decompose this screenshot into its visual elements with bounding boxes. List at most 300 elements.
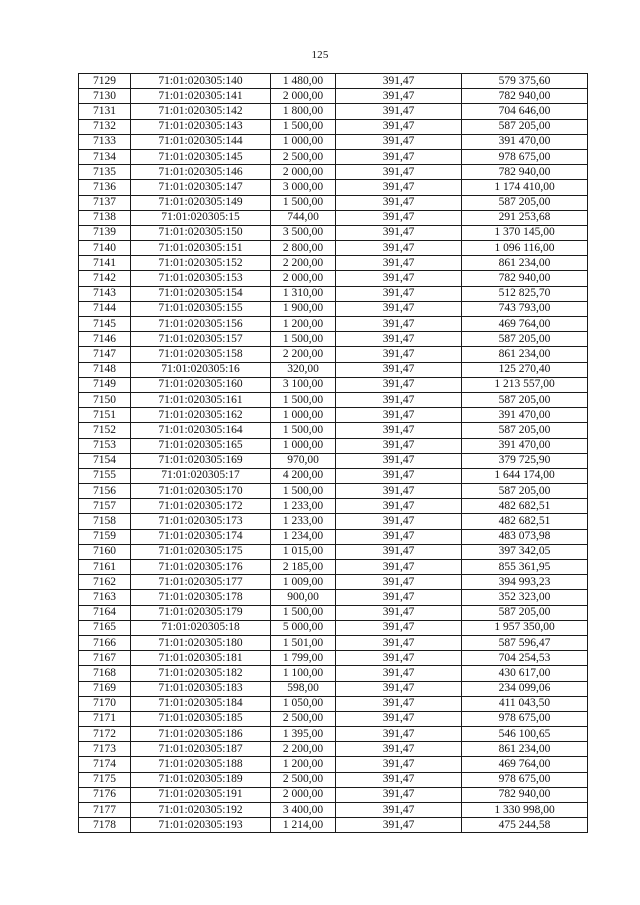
specific-value-cell: 391,47 [336, 499, 462, 514]
specific-value-cell: 391,47 [336, 544, 462, 559]
specific-value-cell: 391,47 [336, 286, 462, 301]
cadastral-number-cell: 71:01:020305:172 [131, 499, 271, 514]
table-row [79, 423, 588, 438]
row-number-cell: 7159 [79, 529, 131, 544]
area-cell: 1 501,00 [271, 635, 336, 650]
area-cell: 2 000,00 [271, 787, 336, 802]
cadastral-value-cell: 978 675,00 [462, 711, 588, 726]
row-number-cell: 7130 [79, 89, 131, 104]
area-cell: 2 500,00 [271, 149, 336, 164]
row-number-cell: 7167 [79, 651, 131, 666]
row-number-cell: 7166 [79, 635, 131, 650]
table-row [79, 727, 588, 742]
area-cell: 1 500,00 [271, 119, 336, 134]
row-number-cell: 7169 [79, 681, 131, 696]
specific-value-cell: 391,47 [336, 605, 462, 620]
table-row [79, 635, 588, 650]
area-cell: 2 800,00 [271, 241, 336, 256]
row-number-cell: 7161 [79, 560, 131, 575]
cadastral-value-cell: 394 993,23 [462, 575, 588, 590]
area-cell: 5 000,00 [271, 620, 336, 635]
cadastral-value-cell: 861 234,00 [462, 742, 588, 757]
cadastral-number-cell: 71:01:020305:158 [131, 347, 271, 362]
cadastral-value-cell: 391 470,00 [462, 438, 588, 453]
area-cell: 1 500,00 [271, 423, 336, 438]
area-cell: 1 480,00 [271, 74, 336, 89]
specific-value-cell: 391,47 [336, 134, 462, 149]
area-cell: 2 200,00 [271, 256, 336, 271]
area-cell: 1 233,00 [271, 499, 336, 514]
cadastral-number-cell: 71:01:020305:160 [131, 377, 271, 392]
table-row [79, 332, 588, 347]
area-cell: 1 100,00 [271, 666, 336, 681]
cadastral-value-table [78, 73, 588, 833]
cadastral-value-cell: 125 270,40 [462, 362, 588, 377]
cadastral-value-cell: 978 675,00 [462, 149, 588, 164]
table-row [79, 453, 588, 468]
area-cell: 1 200,00 [271, 317, 336, 332]
cadastral-number-cell: 71:01:020305:16 [131, 362, 271, 377]
row-number-cell: 7173 [79, 742, 131, 757]
area-cell: 1 900,00 [271, 301, 336, 316]
specific-value-cell: 391,47 [336, 438, 462, 453]
table-row [79, 362, 588, 377]
area-cell: 1 310,00 [271, 286, 336, 301]
table-row [79, 757, 588, 772]
area-cell: 3 500,00 [271, 225, 336, 240]
cadastral-number-cell: 71:01:020305:162 [131, 408, 271, 423]
table-row [79, 256, 588, 271]
row-number-cell: 7163 [79, 590, 131, 605]
table-row [79, 210, 588, 225]
cadastral-value-cell: 1 957 350,00 [462, 620, 588, 635]
specific-value-cell: 391,47 [336, 484, 462, 499]
cadastral-value-cell: 234 099,06 [462, 681, 588, 696]
area-cell: 3 100,00 [271, 377, 336, 392]
table-row [79, 711, 588, 726]
table-row [79, 134, 588, 149]
row-number-cell: 7149 [79, 377, 131, 392]
row-number-cell: 7136 [79, 180, 131, 195]
row-number-cell: 7138 [79, 210, 131, 225]
cadastral-value-cell: 475 244,58 [462, 818, 588, 833]
table-row [79, 529, 588, 544]
specific-value-cell: 391,47 [336, 560, 462, 575]
specific-value-cell: 391,47 [336, 575, 462, 590]
table-row [79, 620, 588, 635]
row-number-cell: 7170 [79, 696, 131, 711]
cadastral-value-cell: 469 764,00 [462, 757, 588, 772]
specific-value-cell: 391,47 [336, 241, 462, 256]
specific-value-cell: 391,47 [336, 666, 462, 681]
area-cell: 1 200,00 [271, 757, 336, 772]
cadastral-number-cell: 71:01:020305:176 [131, 560, 271, 575]
row-number-cell: 7146 [79, 332, 131, 347]
table-row [79, 514, 588, 529]
row-number-cell: 7157 [79, 499, 131, 514]
cadastral-value-cell: 469 764,00 [462, 317, 588, 332]
table-row [79, 286, 588, 301]
area-cell: 2 200,00 [271, 347, 336, 362]
specific-value-cell: 391,47 [336, 332, 462, 347]
cadastral-number-cell: 71:01:020305:147 [131, 180, 271, 195]
table-row [79, 742, 588, 757]
area-cell: 2 500,00 [271, 711, 336, 726]
table-row [79, 89, 588, 104]
specific-value-cell: 391,47 [336, 301, 462, 316]
cadastral-number-cell: 71:01:020305:178 [131, 590, 271, 605]
row-number-cell: 7144 [79, 301, 131, 316]
table-row [79, 317, 588, 332]
specific-value-cell: 391,47 [336, 225, 462, 240]
specific-value-cell: 391,47 [336, 180, 462, 195]
cadastral-number-cell: 71:01:020305:18 [131, 620, 271, 635]
area-cell: 1 800,00 [271, 104, 336, 119]
row-number-cell: 7139 [79, 225, 131, 240]
table-row [79, 241, 588, 256]
cadastral-value-cell: 391 470,00 [462, 408, 588, 423]
area-cell: 1 500,00 [271, 484, 336, 499]
area-cell: 1 015,00 [271, 544, 336, 559]
specific-value-cell: 391,47 [336, 149, 462, 164]
table-row [79, 681, 588, 696]
specific-value-cell: 391,47 [336, 453, 462, 468]
row-number-cell: 7178 [79, 818, 131, 833]
area-cell: 2 185,00 [271, 560, 336, 575]
cadastral-value-cell: 743 793,00 [462, 301, 588, 316]
table-row [79, 408, 588, 423]
cadastral-number-cell: 71:01:020305:181 [131, 651, 271, 666]
cadastral-number-cell: 71:01:020305:164 [131, 423, 271, 438]
row-number-cell: 7153 [79, 438, 131, 453]
table-row [79, 651, 588, 666]
cadastral-number-cell: 71:01:020305:150 [131, 225, 271, 240]
table-row [79, 149, 588, 164]
cadastral-value-cell: 978 675,00 [462, 772, 588, 787]
cadastral-value-cell: 782 940,00 [462, 89, 588, 104]
specific-value-cell: 391,47 [336, 514, 462, 529]
area-cell: 1 500,00 [271, 605, 336, 620]
cadastral-value-cell: 782 940,00 [462, 787, 588, 802]
row-number-cell: 7142 [79, 271, 131, 286]
table-row [79, 772, 588, 787]
table-row [79, 803, 588, 818]
cadastral-value-cell: 352 323,00 [462, 590, 588, 605]
area-cell: 1 500,00 [271, 332, 336, 347]
table-row [79, 225, 588, 240]
row-number-cell: 7140 [79, 241, 131, 256]
cadastral-value-cell: 587 205,00 [462, 605, 588, 620]
cadastral-number-cell: 71:01:020305:182 [131, 666, 271, 681]
specific-value-cell: 391,47 [336, 818, 462, 833]
cadastral-number-cell: 71:01:020305:185 [131, 711, 271, 726]
cadastral-value-cell: 587 205,00 [462, 484, 588, 499]
cadastral-value-cell: 397 342,05 [462, 544, 588, 559]
row-number-cell: 7151 [79, 408, 131, 423]
row-number-cell: 7174 [79, 757, 131, 772]
specific-value-cell: 391,47 [336, 468, 462, 483]
cadastral-number-cell: 71:01:020305:175 [131, 544, 271, 559]
cadastral-number-cell: 71:01:020305:142 [131, 104, 271, 119]
area-cell: 1 233,00 [271, 514, 336, 529]
area-cell: 744,00 [271, 210, 336, 225]
cadastral-value-cell: 782 940,00 [462, 271, 588, 286]
row-number-cell: 7129 [79, 74, 131, 89]
area-cell: 1 395,00 [271, 727, 336, 742]
cadastral-value-cell: 546 100,65 [462, 727, 588, 742]
cadastral-number-cell: 71:01:020305:140 [131, 74, 271, 89]
table-row [79, 180, 588, 195]
cadastral-number-cell: 71:01:020305:153 [131, 271, 271, 286]
cadastral-value-cell: 704 646,00 [462, 104, 588, 119]
cadastral-value-cell: 1 174 410,00 [462, 180, 588, 195]
area-cell: 3 000,00 [271, 180, 336, 195]
specific-value-cell: 391,47 [336, 271, 462, 286]
cadastral-number-cell: 71:01:020305:157 [131, 332, 271, 347]
area-cell: 900,00 [271, 590, 336, 605]
cadastral-value-cell: 391 470,00 [462, 134, 588, 149]
table-row [79, 575, 588, 590]
table-row [79, 301, 588, 316]
table-row [79, 484, 588, 499]
table-row [79, 499, 588, 514]
row-number-cell: 7141 [79, 256, 131, 271]
specific-value-cell: 391,47 [336, 408, 462, 423]
cadastral-number-cell: 71:01:020305:161 [131, 392, 271, 407]
cadastral-number-cell: 71:01:020305:143 [131, 119, 271, 134]
cadastral-number-cell: 71:01:020305:145 [131, 149, 271, 164]
cadastral-number-cell: 71:01:020305:170 [131, 484, 271, 499]
specific-value-cell: 391,47 [336, 377, 462, 392]
table-row [79, 74, 588, 89]
cadastral-number-cell: 71:01:020305:174 [131, 529, 271, 544]
cadastral-value-cell: 587 205,00 [462, 195, 588, 210]
specific-value-cell: 391,47 [336, 590, 462, 605]
cadastral-number-cell: 71:01:020305:180 [131, 635, 271, 650]
cadastral-value-cell: 1 330 998,00 [462, 803, 588, 818]
table-row [79, 696, 588, 711]
row-number-cell: 7158 [79, 514, 131, 529]
specific-value-cell: 391,47 [336, 711, 462, 726]
row-number-cell: 7134 [79, 149, 131, 164]
area-cell: 1 000,00 [271, 134, 336, 149]
specific-value-cell: 391,47 [336, 74, 462, 89]
table-row [79, 605, 588, 620]
cadastral-value-cell: 861 234,00 [462, 347, 588, 362]
cadastral-number-cell: 71:01:020305:17 [131, 468, 271, 483]
cadastral-value-cell: 483 073,98 [462, 529, 588, 544]
specific-value-cell: 391,47 [336, 89, 462, 104]
table-row [79, 165, 588, 180]
specific-value-cell: 391,47 [336, 317, 462, 332]
specific-value-cell: 391,47 [336, 119, 462, 134]
area-cell: 1 009,00 [271, 575, 336, 590]
specific-value-cell: 391,47 [336, 423, 462, 438]
table-row [79, 560, 588, 575]
cadastral-number-cell: 71:01:020305:183 [131, 681, 271, 696]
cadastral-value-cell: 430 617,00 [462, 666, 588, 681]
area-cell: 3 400,00 [271, 803, 336, 818]
cadastral-value-cell: 587 596,47 [462, 635, 588, 650]
specific-value-cell: 391,47 [336, 165, 462, 180]
cadastral-number-cell: 71:01:020305:169 [131, 453, 271, 468]
row-number-cell: 7145 [79, 317, 131, 332]
cadastral-number-cell: 71:01:020305:186 [131, 727, 271, 742]
table-row [79, 438, 588, 453]
area-cell: 2 000,00 [271, 165, 336, 180]
row-number-cell: 7148 [79, 362, 131, 377]
cadastral-number-cell: 71:01:020305:152 [131, 256, 271, 271]
area-cell: 1 000,00 [271, 438, 336, 453]
area-cell: 1 000,00 [271, 408, 336, 423]
cadastral-value-cell: 587 205,00 [462, 332, 588, 347]
cadastral-number-cell: 71:01:020305:189 [131, 772, 271, 787]
cadastral-number-cell: 71:01:020305:173 [131, 514, 271, 529]
cadastral-value-cell: 1 213 557,00 [462, 377, 588, 392]
table-row [79, 468, 588, 483]
specific-value-cell: 391,47 [336, 742, 462, 757]
area-cell: 2 000,00 [271, 271, 336, 286]
area-cell: 1 214,00 [271, 818, 336, 833]
table-row [79, 195, 588, 210]
specific-value-cell: 391,47 [336, 362, 462, 377]
cadastral-value-cell: 587 205,00 [462, 392, 588, 407]
cadastral-number-cell: 71:01:020305:151 [131, 241, 271, 256]
cadastral-number-cell: 71:01:020305:15 [131, 210, 271, 225]
row-number-cell: 7154 [79, 453, 131, 468]
specific-value-cell: 391,47 [336, 210, 462, 225]
cadastral-number-cell: 71:01:020305:179 [131, 605, 271, 620]
specific-value-cell: 391,47 [336, 104, 462, 119]
row-number-cell: 7176 [79, 787, 131, 802]
specific-value-cell: 391,47 [336, 195, 462, 210]
cadastral-number-cell: 71:01:020305:146 [131, 165, 271, 180]
cadastral-value-cell: 482 682,51 [462, 514, 588, 529]
row-number-cell: 7143 [79, 286, 131, 301]
table-row [79, 818, 588, 833]
table-row [79, 392, 588, 407]
row-number-cell: 7171 [79, 711, 131, 726]
cadastral-value-cell: 482 682,51 [462, 499, 588, 514]
table-row [79, 544, 588, 559]
cadastral-value-cell: 512 825,70 [462, 286, 588, 301]
specific-value-cell: 391,47 [336, 696, 462, 711]
cadastral-value-cell: 704 254,53 [462, 651, 588, 666]
cadastral-value-cell: 1 644 174,00 [462, 468, 588, 483]
area-cell: 598,00 [271, 681, 336, 696]
cadastral-value-cell: 379 725,90 [462, 453, 588, 468]
cadastral-number-cell: 71:01:020305:165 [131, 438, 271, 453]
row-number-cell: 7133 [79, 134, 131, 149]
cadastral-number-cell: 71:01:020305:187 [131, 742, 271, 757]
specific-value-cell: 391,47 [336, 803, 462, 818]
row-number-cell: 7168 [79, 666, 131, 681]
row-number-cell: 7137 [79, 195, 131, 210]
row-number-cell: 7150 [79, 392, 131, 407]
row-number-cell: 7131 [79, 104, 131, 119]
specific-value-cell: 391,47 [336, 772, 462, 787]
cadastral-number-cell: 71:01:020305:188 [131, 757, 271, 772]
cadastral-number-cell: 71:01:020305:144 [131, 134, 271, 149]
specific-value-cell: 391,47 [336, 681, 462, 696]
row-number-cell: 7156 [79, 484, 131, 499]
area-cell: 2 200,00 [271, 742, 336, 757]
row-number-cell: 7165 [79, 620, 131, 635]
specific-value-cell: 391,47 [336, 620, 462, 635]
table-row [79, 377, 588, 392]
table-row [79, 271, 588, 286]
row-number-cell: 7175 [79, 772, 131, 787]
row-number-cell: 7160 [79, 544, 131, 559]
cadastral-value-cell: 587 205,00 [462, 423, 588, 438]
specific-value-cell: 391,47 [336, 392, 462, 407]
cadastral-number-cell: 71:01:020305:155 [131, 301, 271, 316]
area-cell: 4 200,00 [271, 468, 336, 483]
row-number-cell: 7147 [79, 347, 131, 362]
cadastral-value-cell: 587 205,00 [462, 119, 588, 134]
cadastral-value-cell: 782 940,00 [462, 165, 588, 180]
area-cell: 2 000,00 [271, 89, 336, 104]
row-number-cell: 7135 [79, 165, 131, 180]
page-number: 125 [311, 49, 329, 61]
row-number-cell: 7164 [79, 605, 131, 620]
cadastral-value-cell: 1 370 145,00 [462, 225, 588, 240]
specific-value-cell: 391,47 [336, 787, 462, 802]
cadastral-value-cell: 855 361,95 [462, 560, 588, 575]
cadastral-number-cell: 71:01:020305:156 [131, 317, 271, 332]
row-number-cell: 7172 [79, 727, 131, 742]
area-cell: 2 500,00 [271, 772, 336, 787]
specific-value-cell: 391,47 [336, 727, 462, 742]
area-cell: 1 799,00 [271, 651, 336, 666]
table-row [79, 104, 588, 119]
cadastral-number-cell: 71:01:020305:192 [131, 803, 271, 818]
cadastral-number-cell: 71:01:020305:191 [131, 787, 271, 802]
table-row [79, 787, 588, 802]
row-number-cell: 7132 [79, 119, 131, 134]
cadastral-number-cell: 71:01:020305:141 [131, 89, 271, 104]
cadastral-number-cell: 71:01:020305:184 [131, 696, 271, 711]
cadastral-number-cell: 71:01:020305:177 [131, 575, 271, 590]
table-row [79, 347, 588, 362]
cadastral-value-cell: 861 234,00 [462, 256, 588, 271]
row-number-cell: 7152 [79, 423, 131, 438]
specific-value-cell: 391,47 [336, 651, 462, 666]
cadastral-number-cell: 71:01:020305:154 [131, 286, 271, 301]
cadastral-number-cell: 71:01:020305:193 [131, 818, 271, 833]
specific-value-cell: 391,47 [336, 256, 462, 271]
cadastral-value-cell: 411 043,50 [462, 696, 588, 711]
area-cell: 1 050,00 [271, 696, 336, 711]
table-row [79, 590, 588, 605]
cadastral-number-cell: 71:01:020305:149 [131, 195, 271, 210]
row-number-cell: 7177 [79, 803, 131, 818]
table-row [79, 666, 588, 681]
cadastral-value-cell: 1 096 116,00 [462, 241, 588, 256]
area-cell: 1 500,00 [271, 195, 336, 210]
row-number-cell: 7162 [79, 575, 131, 590]
cadastral-value-cell: 579 375,60 [462, 74, 588, 89]
specific-value-cell: 391,47 [336, 635, 462, 650]
cadastral-value-cell: 291 253,68 [462, 210, 588, 225]
area-cell: 1 234,00 [271, 529, 336, 544]
row-number-cell: 7155 [79, 468, 131, 483]
specific-value-cell: 391,47 [336, 347, 462, 362]
area-cell: 320,00 [271, 362, 336, 377]
table-row [79, 119, 588, 134]
specific-value-cell: 391,47 [336, 757, 462, 772]
area-cell: 970,00 [271, 453, 336, 468]
